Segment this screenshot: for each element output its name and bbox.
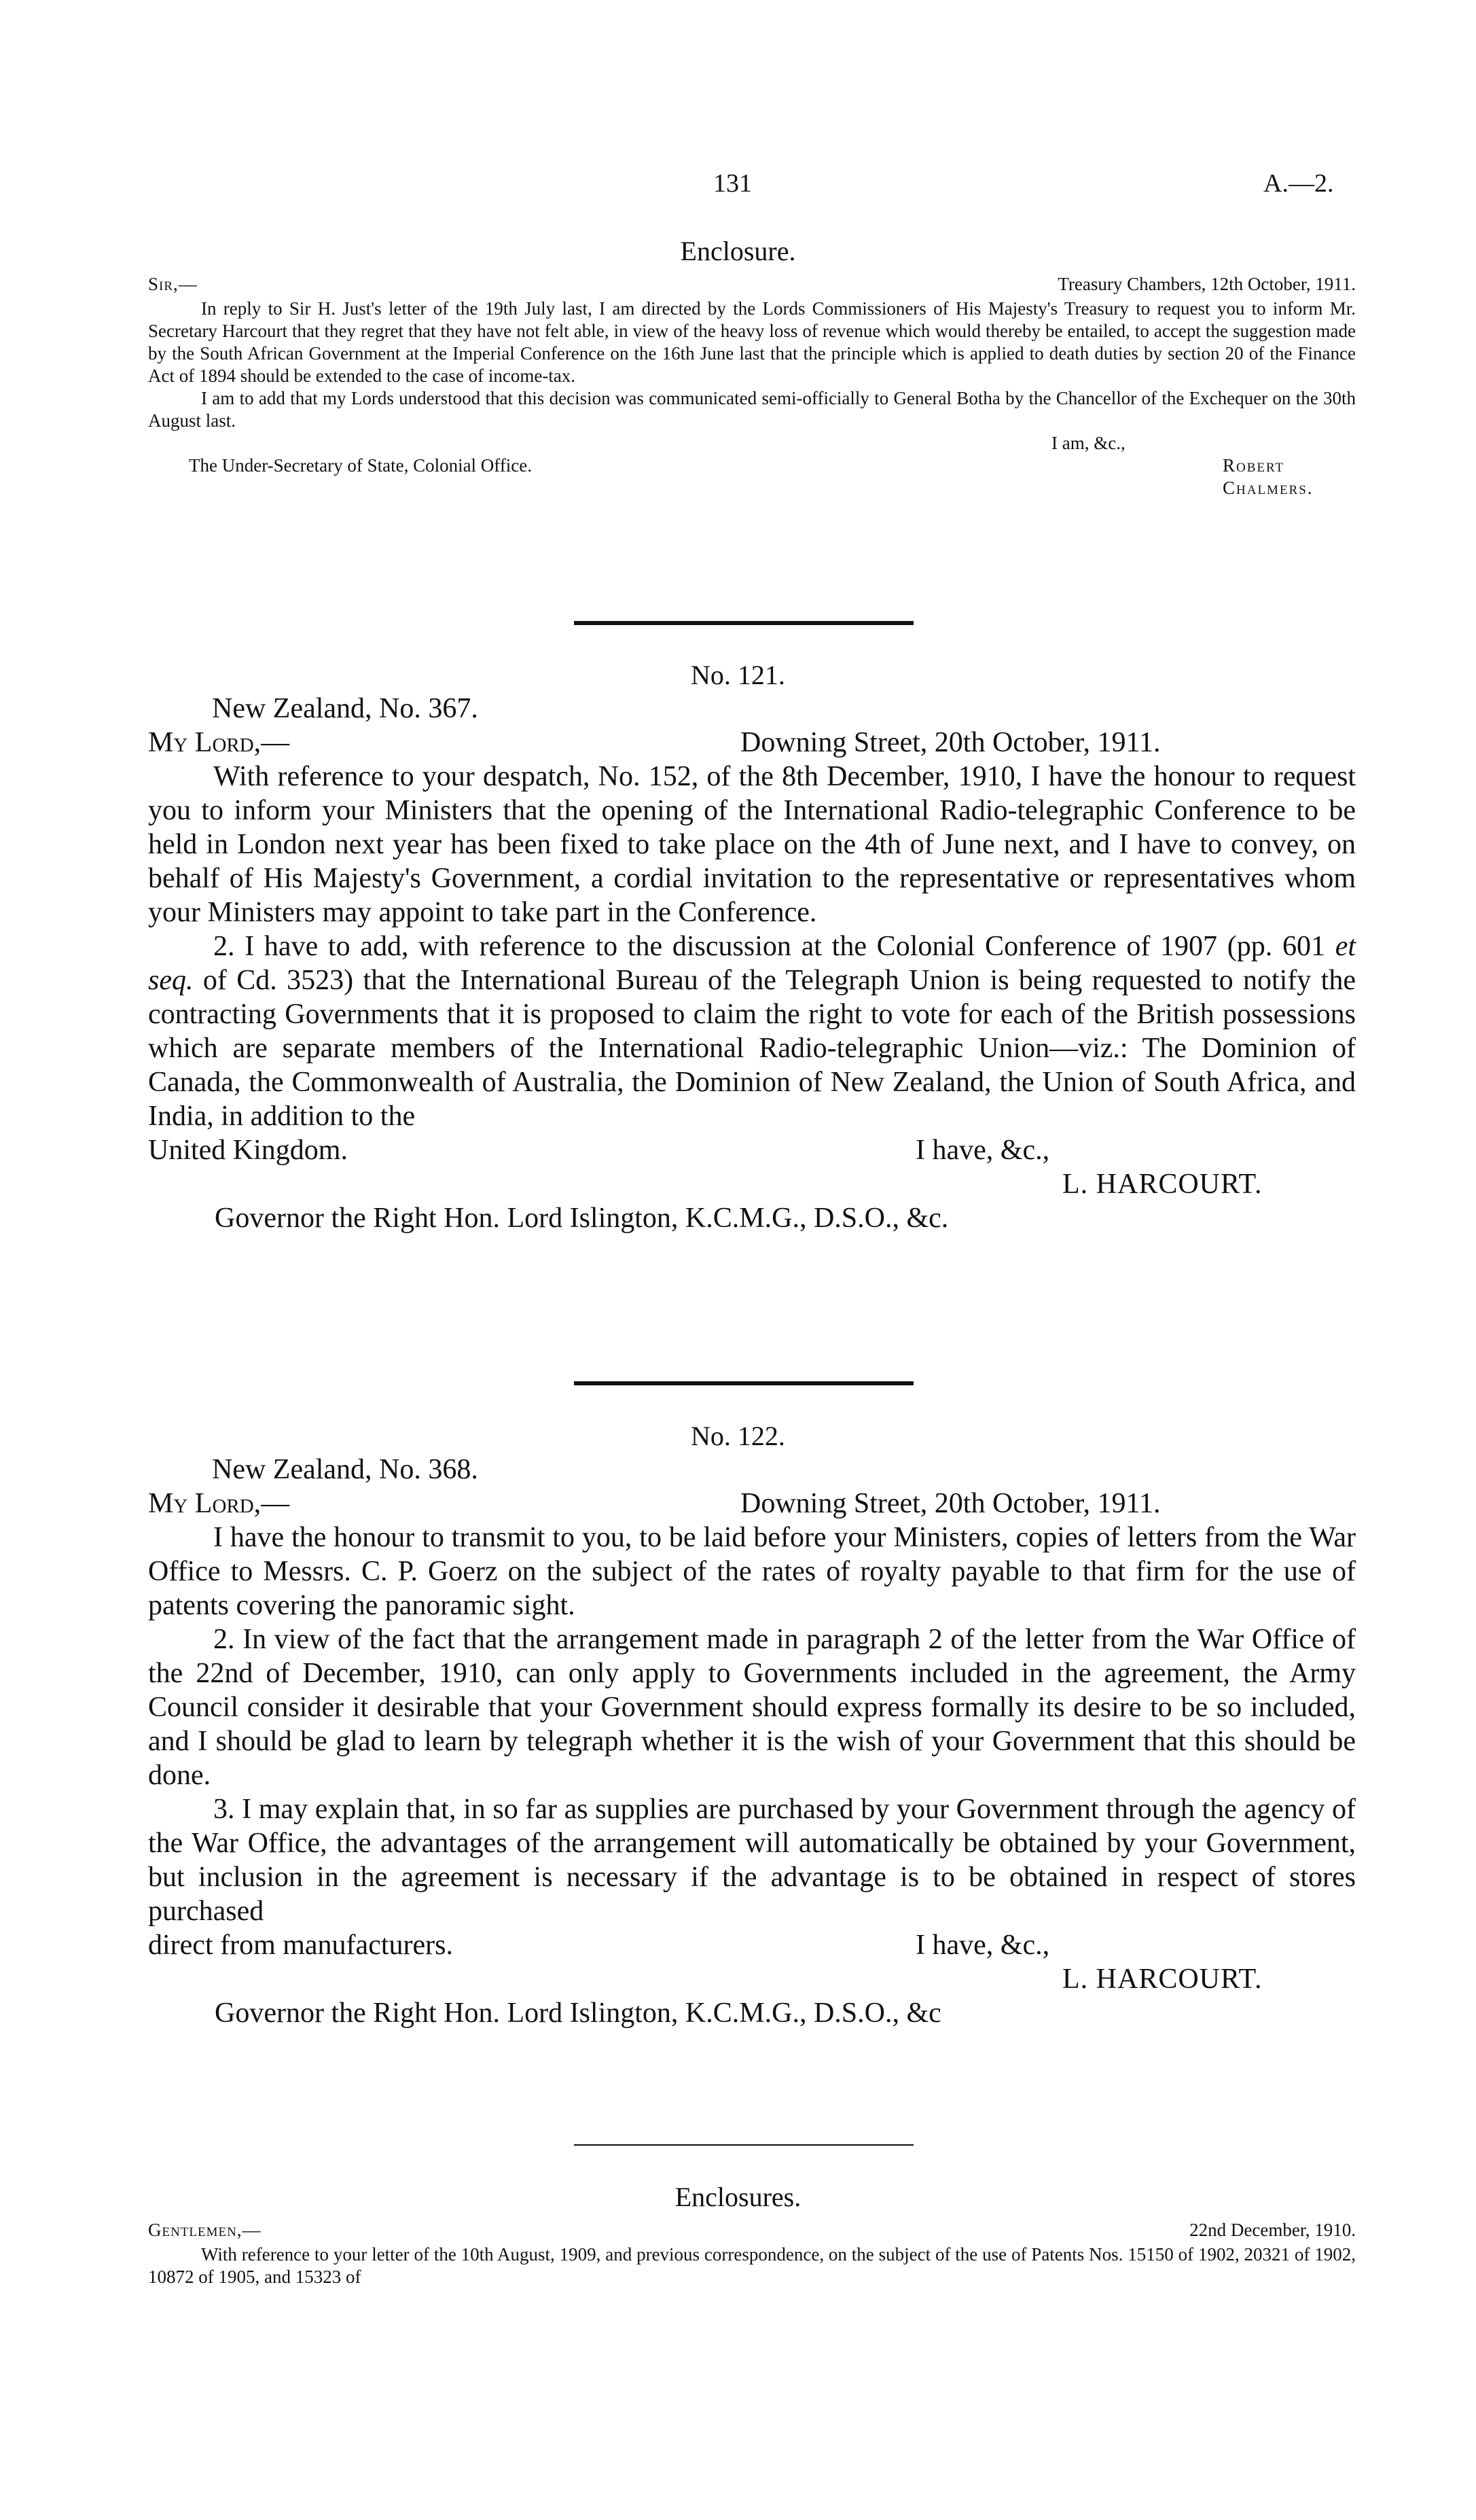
treasury-paragraph-1: In reply to Sir H. Just's letter of the 19th July last, I am directed by the Lords Commissioners of His Majesty's Treasury to request you to inform Mr. Secretary Harcourt that they regret that they have not felt able, in view of the heavy loss of revenue which would thereby be entailed, to accept the suggestion made by the South African Government at the Imperial Conference on the 16th June last that the principle which is applied to death duties by section 20 of the Finance Act of 1894 should be extended to the case of income-tax.: [148, 298, 1356, 386]
closing-line: [148, 1928, 1356, 1962]
closing: I am, &c.,: [1051, 433, 1126, 453]
place-date: Downing Street, 20th October, 1911.: [740, 727, 1161, 758]
closing: I have, &c.,: [916, 1930, 1050, 1961]
letter-date: 22nd December, 1910.: [1189, 2220, 1356, 2240]
salutation: Gentlemen,—: [148, 2220, 262, 2240]
closing: I have, &c.,: [916, 1135, 1050, 1166]
running-head: [0, 168, 1476, 209]
governor-addressee: Governor the Right Hon. Lord Islington, K.C.M.G., D.S.O., &c: [215, 1998, 941, 2029]
despatch-paragraph-2: [148, 929, 1356, 1133]
signature-line: [148, 1167, 1356, 1201]
despatch-122: [148, 1453, 1356, 2031]
section-divider: [574, 1381, 914, 1385]
paragraph-last-line: United Kingdom.: [148, 1135, 348, 1166]
despatch-number: No. 121.: [691, 660, 785, 690]
despatch-paragraph-3: 3. I may explain that, in so far as supplies are purchased by your Government through the agency of the War Office, the advantages of the arrangement will automatically be obtained by your Government, but inclusion in the agreement is necessary if the advantage is to be obtained in respect of stores purchased: [148, 1794, 1356, 1927]
treasury-closing-line: [148, 432, 1356, 455]
salutation: My Lord,—: [148, 727, 290, 758]
paragraph-text: 2. I have to add, with reference to the discussion at the Colonial Conference of 1907 (pp. 601: [213, 931, 1335, 962]
despatch-paragraph-2: 2. In view of the fact that the arrangement made in paragraph 2 of the letter from the War Office of the 22nd of December, 1910, can only apply to Governments included in the agreement, the Army Council consider it desirable that your Government should express formally its desire to be so included, and I should be glad to learn by telegraph whether it is the wish of your Government that this should be done.: [148, 1624, 1356, 1791]
section-divider: [574, 621, 914, 625]
despatch-paragraph-1: I have the honour to transmit to you, to be laid before your Ministers, copies of letters from the War Office to Messrs. C. P. Goerz on the subject of the rates of royalty payable to that firm for the use of patents covering the panoramic sight.: [148, 1522, 1356, 1621]
place-date: Treasury Chambers, 12th October, 1911.: [1058, 274, 1356, 294]
signature: L. HARCOURT.: [1062, 1169, 1263, 1200]
despatch-sub-reference: New Zealand, No. 368.: [212, 1454, 478, 1485]
closing-line: [148, 1133, 1356, 1167]
despatch-number: No. 122.: [691, 1421, 785, 1451]
enclosures-heading: Enclosures.: [674, 2182, 802, 2212]
treasury-letter: [148, 273, 1356, 498]
despatch-sub-reference: New Zealand, No. 367.: [212, 693, 478, 724]
italic-text: et seq.: [148, 931, 1356, 996]
place-date: Downing Street, 20th October, 1911.: [740, 1488, 1161, 1519]
governor-addressee: Governor the Right Hon. Lord Islington, K.C.M.G., D.S.O., &c.: [215, 1203, 949, 1234]
signature: Robert Chalmers.: [1223, 455, 1314, 498]
despatch-paragraph-1: With reference to your despatch, No. 152, of the 8th December, 1910, I have the honour to request you to inform your Ministers that the opening of the International Radio-telegraphic Conference to be held in London next year has been fixed to take place on the 4th of June next, and I have to convey, on behalf of His Majesty's Government, a cordial invitation to the representative or representatives whom your Ministers may appoint to take part in the Conference.: [148, 761, 1356, 928]
section-divider: [574, 2144, 914, 2146]
war-office-paragraph: With reference to your letter of the 10th August, 1909, and previous correspondence, on the subject of the use of Patents Nos. 15150 of 1902, 20321 of 1902, 10872 of 1905, and 15323 of: [148, 2244, 1356, 2287]
war-office-letter: [148, 2219, 1356, 2288]
treasury-addressee-line: [148, 455, 1356, 498]
war-office-salutation-line: [148, 2219, 1356, 2243]
salutation: My Lord,—: [148, 1488, 290, 1519]
despatch-salutation-line: [148, 1487, 1356, 1521]
paragraph-text: of Cd. 3523) that the International Bureau of the Telegraph Union is being requested to notify the contracting Governments that it is proposed to claim the right to vote for each of the British possessions which are separate members of the International Radio-telegraphic Union—viz.: The Dominion of Canada, the Commonwealth of Australia, the Dominion of New Zealand, the Union of South Africa, and India, in addition to the: [148, 965, 1356, 1132]
paragraph-last-line: direct from manufacturers.: [148, 1930, 453, 1961]
despatch-salutation-line: [148, 726, 1356, 760]
page-number: 131: [713, 169, 752, 198]
enclosure-heading: Enclosure.: [680, 236, 796, 266]
signature: L. HARCOURT.: [1062, 1964, 1263, 1995]
signature-line: [148, 1962, 1356, 1996]
salutation: Sir,—: [148, 274, 198, 294]
document-reference: A.—2.: [1263, 169, 1334, 198]
addressee: The Under-Secretary of State, Colonial Office.: [189, 455, 533, 476]
treasury-salutation-line: [148, 273, 1356, 298]
despatch-121: [148, 692, 1356, 1237]
treasury-paragraph-2: I am to add that my Lords understood that this decision was communicated semi-officially to General Botha by the Chancellor of the Exchequer on the 30th August last.: [148, 388, 1356, 431]
